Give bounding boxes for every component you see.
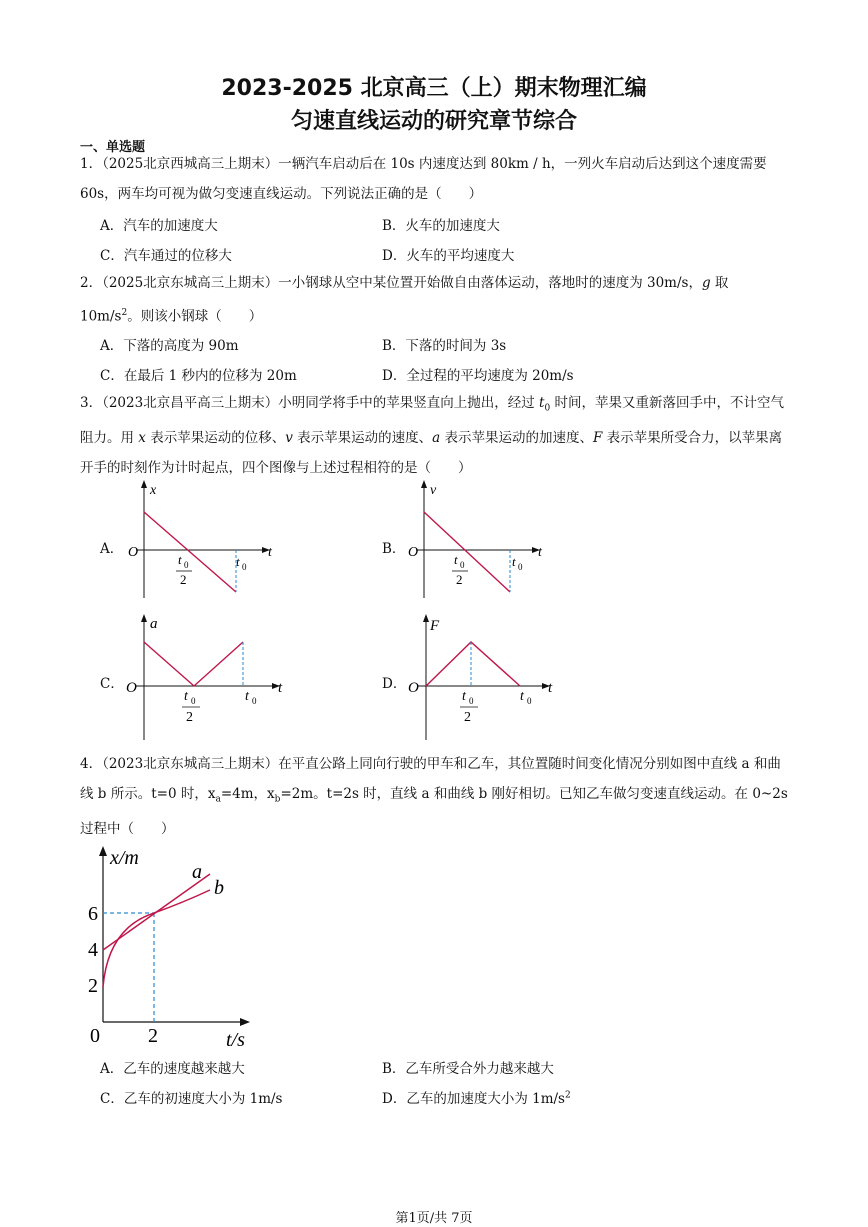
q1-number: 1． [80,156,103,172]
y-arrow [141,480,147,488]
t-label: t [538,545,542,560]
q1-option-c: C．汽车通过的位移大 [100,248,232,264]
q1-text: 一辆汽车启动后在 10s 内速度达到 80km / h，一列火车启动后达到这个速度需要 60s，两车均可视为做匀变速直线运动。下列说法正确的是（ ） [80,156,767,202]
tick-6: 6 [88,903,98,925]
end-t: t [512,554,516,569]
q4-text-a: 在平直公路上同向行驶的甲车和乙车，其位置随时间变化情况分别如图中直线 a 和曲线 b 所示。t=0 时，x [80,756,781,802]
section-heading: 一、单选题 [80,140,146,155]
half-t: t [462,689,466,704]
end-t: t [236,554,240,569]
question-2 [80,269,792,332]
q3-source: （2023北京昌平高三上期末） [102,395,279,411]
y-arrow [423,614,429,622]
q4-number: 4． [80,756,103,772]
q3-number: 3． [80,395,103,411]
half-sub: 0 [469,696,474,706]
q3-v: v [285,430,293,447]
end-t: t [520,689,524,704]
q4-text-b: =4m，x [220,785,275,802]
origin-label: O [408,680,419,696]
q3-a: a [432,430,441,447]
q2-option-d: D．全过程的平均速度为 20m/s [382,368,574,384]
q3-t0: t [539,395,545,411]
t-arrow [240,1018,250,1026]
q2-text-a: 一小钢球从空中某位置开始做自由落体运动，落地时的速度为 30m/s， [278,275,702,291]
origin-label: O [126,680,137,696]
graph-line [144,642,243,686]
q3-label-b: B． [382,541,406,557]
q3-text-a: 小明同学将手中的苹果竖直向上抛出，经过 [278,395,539,411]
graph-line [144,512,236,592]
question-1 [80,150,792,209]
q3-graph-a [118,478,288,603]
half-den: 2 [180,572,187,587]
q4-option-d-text: D．乙车的加速度大小为 1m/s [382,1091,565,1107]
q3-label-c: C． [100,676,124,692]
q2-option-c: C．在最后 1 秒内的位移为 20m [100,368,297,384]
q3-label-d: D． [382,676,407,692]
end-sub: 0 [518,562,523,572]
q3-graph-b [398,478,568,603]
question-4 [80,750,792,844]
q4-source: （2023北京东城高三上期末） [102,756,279,772]
q2-option-b: B．下落的时间为 3s [382,338,507,354]
q2-text-b: 取 10m/s [80,275,729,324]
q4-graph [82,842,262,1050]
curve-b [103,890,210,987]
half-sub: 0 [460,560,465,570]
label-a: a [192,861,202,883]
q3-graph-c [118,612,293,742]
q2-g-symbol: g [701,275,711,291]
label-b: b [214,877,224,899]
graph-line [426,642,520,686]
half-t: t [184,689,188,704]
q3-text-d: 表示苹果运动的速度、 [292,430,433,447]
t-label: t [268,545,272,560]
y-arrow [141,614,147,622]
t-label: t [278,680,283,696]
y-label: F [430,618,440,634]
q4-option-b: B．乙车所受合外力越来越大 [382,1061,554,1077]
q1-source: （2025北京西城高三上期末） [102,156,279,172]
q3-text-b: 时间，苹果又重新落回手中，不计空气阻力。用 [80,395,784,447]
q3-text-f: 表示苹果所受合力，以苹果离开手的时刻作为计时起点，四个图像与上述过程相符的是（ ） [80,430,783,476]
q3-label-a: A． [100,541,124,557]
half-sub: 0 [184,560,189,570]
q3-t0-sub: 0 [544,403,551,414]
end-sub: 0 [252,696,257,706]
y-label: x [150,483,157,498]
question-3 [80,389,792,483]
tick-x-2: 2 [148,1025,158,1047]
half-sub: 0 [191,696,196,706]
half-t: t [178,552,182,567]
q4-text-c: =2m。t=2s 时，直线 a 和曲线 b 刚好相切。已知乙车做匀变速直线运动。在 0~2s 过程中（ ） [80,785,788,837]
origin-label: O [128,545,139,560]
q4-option-a: A．乙车的速度越来越大 [100,1061,245,1077]
half-den: 2 [464,710,471,725]
q3-x: x [138,430,146,447]
q1-option-a: A．汽车的加速度大 [100,218,218,234]
page-footer: 第1页/共 7页 [395,1211,473,1226]
y-arrow [421,480,427,488]
half-den: 2 [186,710,193,725]
q4-sub-b: b [274,794,281,805]
q2-sup: 2 [121,307,128,318]
origin-label: O [408,545,419,560]
t-label: t [548,680,553,696]
q3-F: F [593,430,603,447]
graph-line [424,512,510,592]
tick-4: 4 [88,939,98,961]
y-axis-label: x/m [110,847,139,869]
end-sub: 0 [527,696,532,706]
t-axis-label: t/s [226,1029,245,1051]
doc-title: 2023-2025 北京高三（上）期末物理汇编 [221,76,647,101]
q3-graph-d [400,612,575,742]
q2-source: （2025北京东城高三上期末） [102,275,279,291]
q3-text-c: 表示苹果运动的位移、 [145,430,286,447]
half-t: t [454,552,458,567]
end-sub: 0 [242,562,247,572]
y-arrow [99,846,107,856]
q1-option-d: D．火车的平均速度大 [382,248,515,264]
end-t: t [245,689,249,704]
y-label: v [430,483,437,498]
q1-option-b: B．火车的加速度大 [382,218,500,234]
y-label: a [150,616,158,632]
q4-option-d [382,1087,571,1107]
q4-option-c: C．乙车的初速度大小为 1m/s [100,1091,283,1107]
q3-text-e: 表示苹果运动的加速度、 [440,430,594,447]
tick-2: 2 [88,975,98,997]
doc-subtitle: 匀速直线运动的研究章节综合 [290,109,577,134]
half-den: 2 [456,572,463,587]
q2-number: 2． [80,275,103,291]
q4-sub-a: a [215,794,221,805]
q4-option-d-sup: 2 [564,1090,571,1101]
q2-option-a: A．下落的高度为 90m [100,338,239,354]
q2-text-c: 。则该小钢球（ ） [127,308,263,324]
origin-label: 0 [90,1025,100,1047]
